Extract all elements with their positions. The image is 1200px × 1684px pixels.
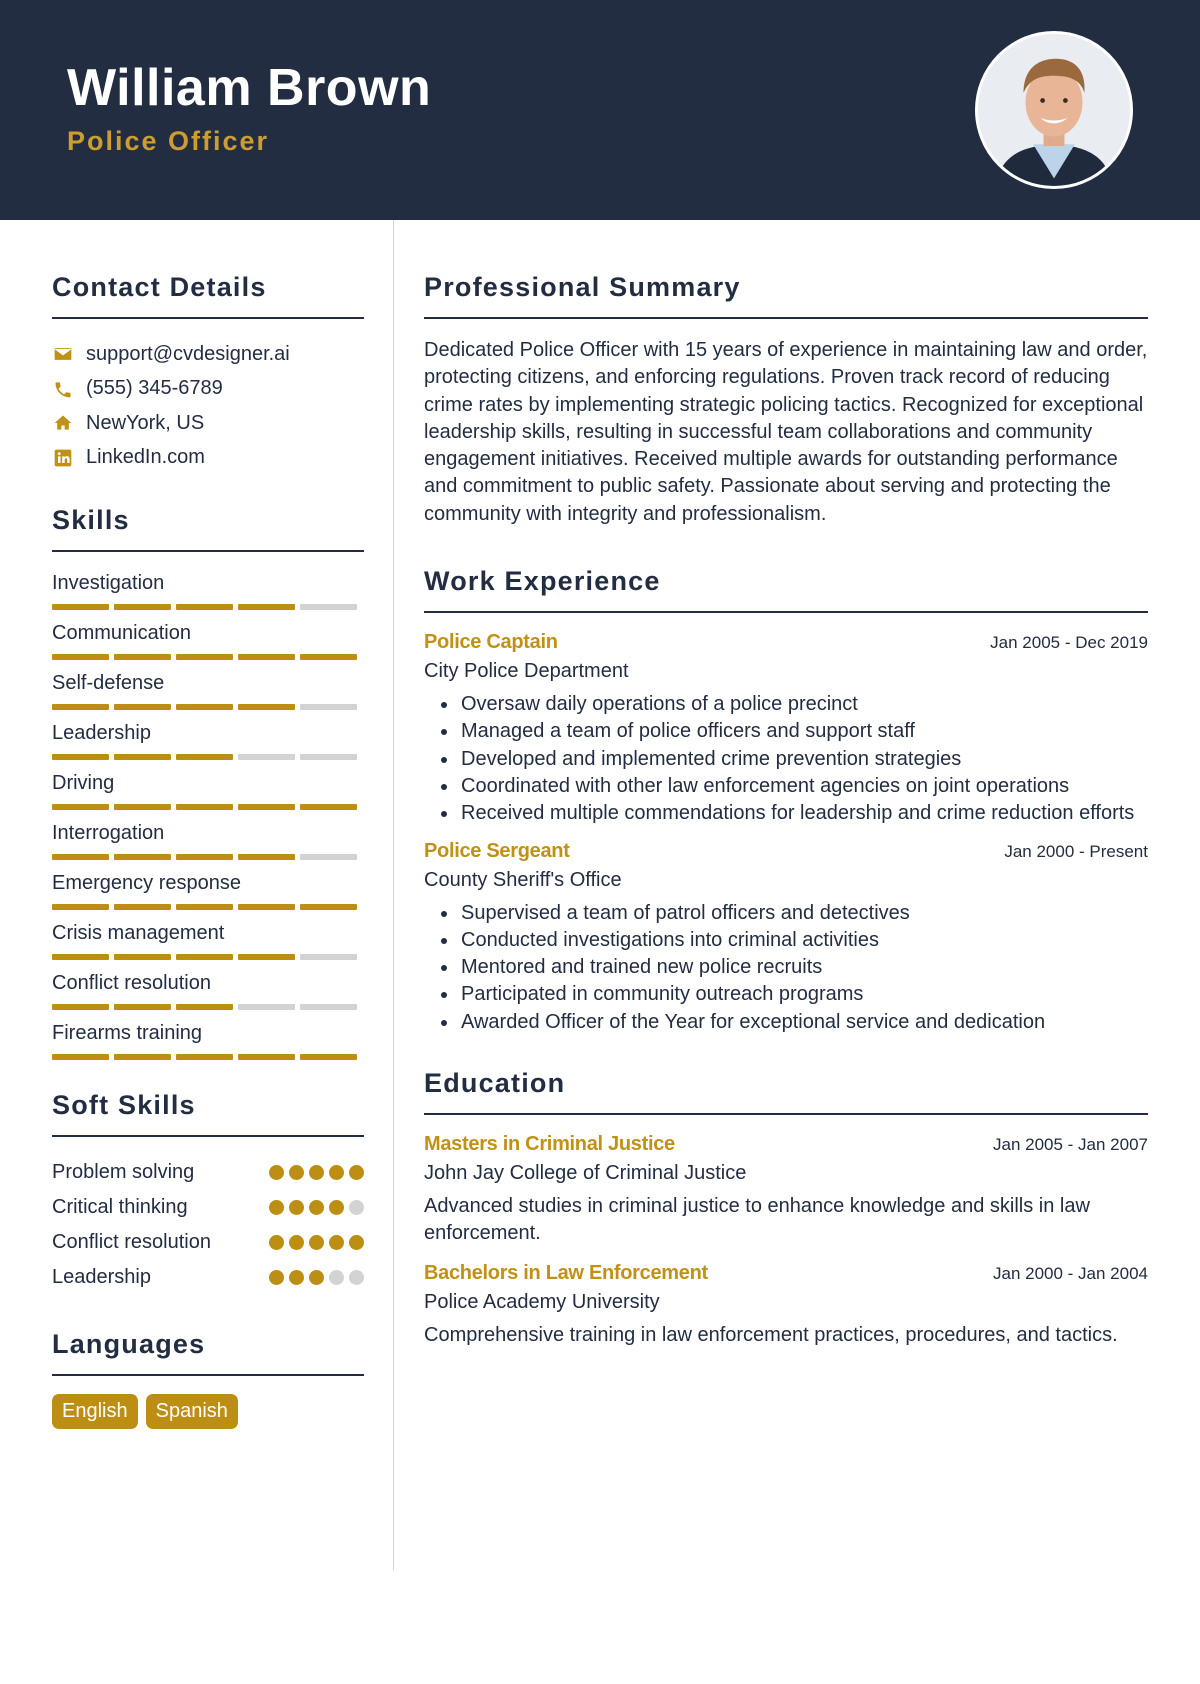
- responsibility-list: [436, 691, 1148, 827]
- responsibility-item: Developed and implemented crime prevention strategies: [436, 746, 1148, 773]
- skill-item: [52, 620, 364, 670]
- left-column: [52, 272, 364, 1429]
- rating-bar: [300, 1004, 357, 1010]
- job-dates: Jan 2000 - Present: [1004, 841, 1148, 861]
- language-badge: English: [52, 1394, 138, 1429]
- employer: City Police Department: [424, 660, 629, 683]
- skill-rating: [52, 754, 364, 760]
- skill-name: Emergency response: [52, 872, 241, 894]
- experience-entry: [424, 840, 1148, 1036]
- rating-bar: [176, 1054, 233, 1060]
- avatar: [975, 31, 1133, 189]
- rating-dot: [289, 1235, 304, 1250]
- candidate-name: William Brown: [67, 59, 432, 117]
- rating-bar: [114, 854, 171, 860]
- responsibility-item: Managed a team of police officers and support staff: [436, 718, 1148, 745]
- skills-list: [52, 570, 364, 1070]
- rating-bar: [176, 604, 233, 610]
- summary-heading: Professional Summary: [424, 272, 1148, 319]
- rating-dot: [309, 1235, 324, 1250]
- degree-title: Bachelors in Law Enforcement: [424, 1261, 708, 1284]
- languages-list: [52, 1394, 364, 1429]
- rating-bar: [52, 904, 109, 910]
- rating-bar: [114, 704, 171, 710]
- rating-bar: [52, 604, 109, 610]
- soft-skill-item: [52, 1190, 364, 1225]
- rating-bar: [176, 904, 233, 910]
- responsibility-item: Coordinated with other law enforcement agencies on joint operations: [436, 773, 1148, 800]
- entry-header: [424, 840, 1148, 863]
- responsibility-item: Mentored and trained new police recruits: [436, 954, 1148, 981]
- rating-dot: [349, 1165, 364, 1180]
- education-entry: [424, 1262, 1148, 1349]
- rating-bar: [52, 1054, 109, 1060]
- rating-dot: [289, 1165, 304, 1180]
- rating-bar: [300, 654, 357, 660]
- skill-name: Leadership: [52, 722, 151, 744]
- skill-name: Interrogation: [52, 822, 165, 844]
- school-name: Police Academy University: [424, 1290, 660, 1313]
- skill-name: Firearms training: [52, 1022, 203, 1044]
- responsibility-item: Received multiple commendations for leadership and crime reduction efforts: [436, 800, 1148, 827]
- rating-dot: [309, 1270, 324, 1285]
- education-dates: Jan 2005 - Jan 2007: [992, 1135, 1148, 1155]
- contact-linkedin-text: LinkedIn.com: [86, 446, 205, 469]
- skill-item: [52, 670, 364, 720]
- skills-section: [52, 505, 364, 1070]
- rating-dot: [289, 1270, 304, 1285]
- job-title: Police Sergeant: [424, 839, 570, 862]
- soft-skill-item: [52, 1155, 364, 1190]
- education-description: Advanced studies in criminal justice to enhance knowledge and skills in law enforcement.: [424, 1195, 1090, 1245]
- rating-dot: [289, 1200, 304, 1215]
- rating-bar: [238, 1004, 295, 1010]
- rating-bar: [300, 754, 357, 760]
- contact-phone-text: (555) 345-6789: [86, 377, 223, 400]
- rating-bar: [238, 704, 295, 710]
- contact-phone: [52, 372, 364, 407]
- skill-rating: [52, 654, 364, 660]
- rating-bar: [52, 804, 109, 810]
- rating-bar: [114, 804, 171, 810]
- rating-dot: [269, 1200, 284, 1215]
- skill-item: [52, 720, 364, 770]
- soft-skill-rating: [269, 1165, 364, 1180]
- rating-bar: [300, 704, 357, 710]
- phone-icon: [52, 378, 74, 400]
- skill-name: Conflict resolution: [52, 972, 211, 994]
- contact-linkedin: [52, 441, 364, 476]
- soft-skill-item: [52, 1260, 364, 1295]
- skill-name: Investigation: [52, 572, 165, 594]
- rating-dot: [329, 1165, 344, 1180]
- soft-skills-section: [52, 1090, 364, 1295]
- education-list: [424, 1133, 1148, 1349]
- school-name: John Jay College of Criminal Justice: [424, 1162, 747, 1185]
- rating-bar: [52, 754, 109, 760]
- skill-item: [52, 1020, 364, 1070]
- contact-email: [52, 337, 364, 372]
- job-title: Police Captain: [424, 631, 558, 654]
- rating-bar: [238, 754, 295, 760]
- skill-item: [52, 570, 364, 620]
- contact-location-text: NewYork, US: [86, 411, 205, 434]
- rating-dot: [329, 1270, 344, 1285]
- rating-bar: [176, 854, 233, 860]
- rating-bar: [114, 604, 171, 610]
- language-badge: Spanish: [146, 1394, 238, 1429]
- column-divider: [393, 220, 394, 1570]
- skill-rating: [52, 854, 364, 860]
- education-entry: [424, 1133, 1148, 1248]
- rating-bar: [52, 854, 109, 860]
- rating-bar: [176, 804, 233, 810]
- skill-rating: [52, 1054, 364, 1060]
- responsibility-item: Conducted investigations into criminal activities: [436, 927, 1148, 954]
- soft-skill-rating: [269, 1270, 364, 1285]
- skill-rating: [52, 604, 364, 610]
- experience-heading: Work Experience: [424, 566, 1148, 613]
- rating-bar: [300, 1054, 357, 1060]
- rating-bar: [176, 954, 233, 960]
- education-dates: Jan 2000 - Jan 2004: [992, 1263, 1148, 1283]
- rating-bar: [176, 754, 233, 760]
- entry-header: [424, 1262, 1148, 1285]
- soft-skill-rating: [269, 1200, 364, 1215]
- experience-entry: [424, 631, 1148, 827]
- education-description: Comprehensive training in law enforcement practices, procedures, and tactics.: [424, 1323, 1118, 1346]
- responsibility-list: [436, 900, 1148, 1036]
- soft-skill-name: Conflict resolution: [52, 1231, 211, 1253]
- responsibility-item: Supervised a team of patrol officers and detectives: [436, 900, 1148, 927]
- skill-item: [52, 820, 364, 870]
- responsibility-item: Awarded Officer of the Year for exceptional service and dedication: [436, 1009, 1148, 1036]
- education-section: [424, 1068, 1148, 1349]
- rating-bar: [238, 604, 295, 610]
- rating-bar: [238, 904, 295, 910]
- contact-location: [52, 406, 364, 441]
- experience-list: [424, 631, 1148, 1036]
- experience-section: [424, 566, 1148, 1036]
- skill-item: [52, 970, 364, 1020]
- soft-skill-item: [52, 1225, 364, 1260]
- rating-bar: [114, 954, 171, 960]
- skill-rating: [52, 954, 364, 960]
- skill-item: [52, 770, 364, 820]
- rating-dot: [269, 1270, 284, 1285]
- contact-heading: Contact Details: [52, 272, 364, 319]
- rating-dot: [349, 1200, 364, 1215]
- contact-section: [52, 272, 364, 475]
- rating-bar: [52, 1004, 109, 1010]
- skill-item: [52, 870, 364, 920]
- rating-bar: [114, 1054, 171, 1060]
- rating-bar: [114, 904, 171, 910]
- rating-bar: [300, 604, 357, 610]
- languages-heading: Languages: [52, 1329, 364, 1376]
- rating-bar: [238, 804, 295, 810]
- skill-name: Communication: [52, 622, 191, 644]
- rating-dot: [269, 1235, 284, 1250]
- skill-rating: [52, 904, 364, 910]
- responsibility-item: Oversaw daily operations of a police precinct: [436, 691, 1148, 718]
- rating-bar: [114, 1004, 171, 1010]
- rating-bar: [52, 654, 109, 660]
- rating-bar: [238, 954, 295, 960]
- rating-dot: [269, 1165, 284, 1180]
- right-column: [424, 272, 1148, 1363]
- linkedin-icon: [52, 447, 74, 469]
- rating-bar: [176, 654, 233, 660]
- rating-bar: [114, 654, 171, 660]
- entry-header: [424, 1133, 1148, 1156]
- languages-section: [52, 1329, 364, 1429]
- soft-skills-heading: Soft Skills: [52, 1090, 364, 1137]
- rating-bar: [300, 804, 357, 810]
- skill-name: Crisis management: [52, 922, 225, 944]
- entry-header: [424, 631, 1148, 654]
- education-heading: Education: [424, 1068, 1148, 1115]
- rating-bar: [300, 904, 357, 910]
- skill-name: Self-defense: [52, 672, 165, 694]
- rating-dot: [349, 1270, 364, 1285]
- skill-rating: [52, 1004, 364, 1010]
- envelope-icon: [52, 343, 74, 365]
- rating-bar: [114, 754, 171, 760]
- rating-bar: [238, 854, 295, 860]
- rating-dot: [349, 1235, 364, 1250]
- degree-title: Masters in Criminal Justice: [424, 1133, 675, 1156]
- soft-skill-rating: [269, 1235, 364, 1250]
- rating-bar: [52, 954, 109, 960]
- resume-header: [0, 0, 1200, 220]
- skill-name: Driving: [52, 772, 115, 794]
- rating-bar: [238, 1054, 295, 1060]
- home-icon: [52, 412, 74, 434]
- soft-skill-name: Critical thinking: [52, 1196, 188, 1218]
- summary-section: [424, 272, 1148, 528]
- candidate-title: Police Officer: [67, 126, 270, 156]
- rating-bar: [300, 854, 357, 860]
- job-dates: Jan 2005 - Dec 2019: [990, 633, 1148, 653]
- skill-rating: [52, 704, 364, 710]
- summary-text: Dedicated Police Officer with 15 years of experience in maintaining law and order, protecting citizens, and enforcing regulations. Proven track record of reducing crime rates by implementing strategic policing tactics. Recognized for exceptional leadership skills, resulting in successful team collaborations and community engagement initiatives. Received multiple awards for outstanding performance and commitment to public safety. Passionate about serving and protecting the community with integrity and professionalism.: [424, 339, 1148, 525]
- rating-bar: [300, 954, 357, 960]
- responsibility-item: Participated in community outreach programs: [436, 981, 1148, 1008]
- soft-skill-name: Problem solving: [52, 1161, 195, 1183]
- rating-dot: [329, 1235, 344, 1250]
- avatar-photo: [978, 34, 1130, 186]
- skill-item: [52, 920, 364, 970]
- skill-rating: [52, 804, 364, 810]
- rating-bar: [52, 704, 109, 710]
- rating-dot: [309, 1200, 324, 1215]
- rating-dot: [329, 1200, 344, 1215]
- soft-skills-list: [52, 1155, 364, 1295]
- rating-bar: [238, 654, 295, 660]
- rating-dot: [309, 1165, 324, 1180]
- skills-heading: Skills: [52, 505, 364, 552]
- employer: County Sheriff's Office: [424, 868, 622, 891]
- rating-bar: [176, 1004, 233, 1010]
- soft-skill-name: Leadership: [52, 1266, 151, 1288]
- rating-bar: [176, 704, 233, 710]
- contact-email-text: support@cvdesigner.ai: [86, 342, 290, 365]
